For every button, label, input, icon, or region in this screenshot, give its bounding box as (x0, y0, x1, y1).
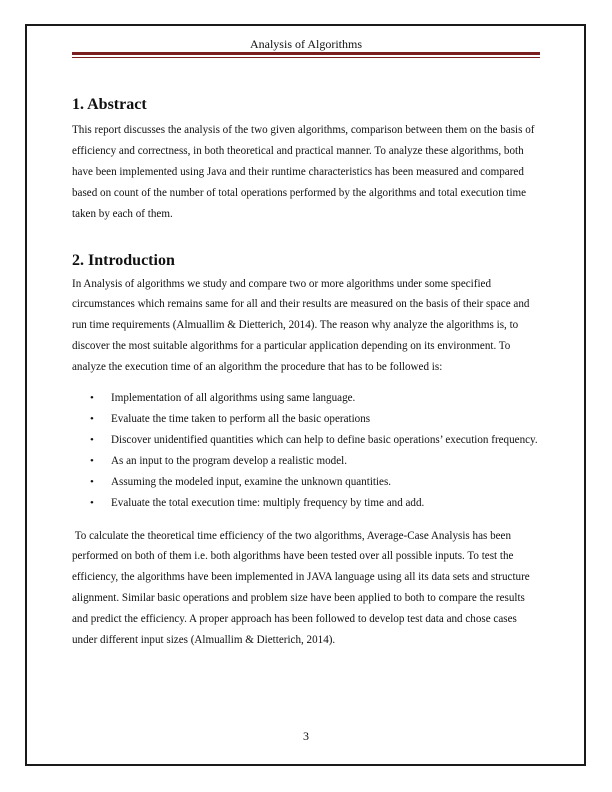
list-item (72, 472, 540, 493)
list-item-text: Assuming the modeled input, examine the unknown quantities. (111, 475, 392, 488)
bullet-icon: • (90, 496, 94, 509)
introduction-paragraph: In Analysis of algorithms we study and compare two or more algorithms under some specified circumstances which remains same for all and their results are measured on the basis of their space and run time requirements (Almuallim & Dietterich, 2014). The reason why analyze the algorithms is, to discover the most suitable algorithms for a particular application depending on its environment. To analyze the execution time of an algorithm the procedure that has to be followed is: (72, 277, 530, 374)
abstract-paragraph: This report discusses the analysis of the two given algorithms, comparison between them on the basis of efficiency and correctness, in both theoretical and practical manner. To analyze these algorithms, both have been implemented using Java and their runtime characteristics has been measured and compared based on count of the number of total operations performed by the algorithms and total execution time taken by each of them. (72, 124, 535, 220)
bullet-icon: • (90, 454, 94, 467)
list-item-text: As an input to the program develop a realistic model. (111, 454, 347, 467)
page-content (72, 94, 540, 651)
efficiency-paragraph: To calculate the theoretical time efficiency of the two algorithms, Average-Case Analysis has been performed on both of them i.e. both algorithms have been tested over all possible inputs. To test the efficiency, the algorithms have been implemented in JAVA language using all its data sets and structure alignment. Similar basic operations and problem size have been applied to both to compare the results and predict the efficiency. A proper approach has been followed to develop test data and chose cases under different input sizes (Almuallim & Dietterich, 2014). (72, 529, 533, 647)
introduction-heading: 2. Introduction (72, 251, 175, 269)
page-number: 3 (303, 729, 309, 743)
list-item (72, 388, 540, 409)
running-head: Analysis of Algorithms (249, 37, 362, 51)
abstract-heading: 1. Abstract (72, 96, 147, 113)
list-item (72, 493, 540, 514)
bullet-icon: • (90, 392, 94, 405)
list-item-text: Discover unidentified quantities which can help to define basic operations’ execution frequency. (111, 433, 538, 446)
procedure-list (72, 388, 540, 513)
header-rule-thick (72, 52, 540, 55)
bullet-icon: • (90, 412, 94, 425)
list-item (72, 430, 540, 451)
list-item-text: Evaluate the total execution time: multiply frequency by time and add. (111, 496, 425, 509)
bullet-icon: • (90, 475, 94, 488)
bullet-icon: • (90, 433, 94, 446)
list-item (72, 409, 540, 430)
list-item (72, 451, 540, 472)
list-item-text: Evaluate the time taken to perform all the basic operations (111, 412, 371, 425)
list-item-text: Implementation of all algorithms using same language. (111, 392, 356, 405)
header-rule-thin (72, 57, 540, 58)
